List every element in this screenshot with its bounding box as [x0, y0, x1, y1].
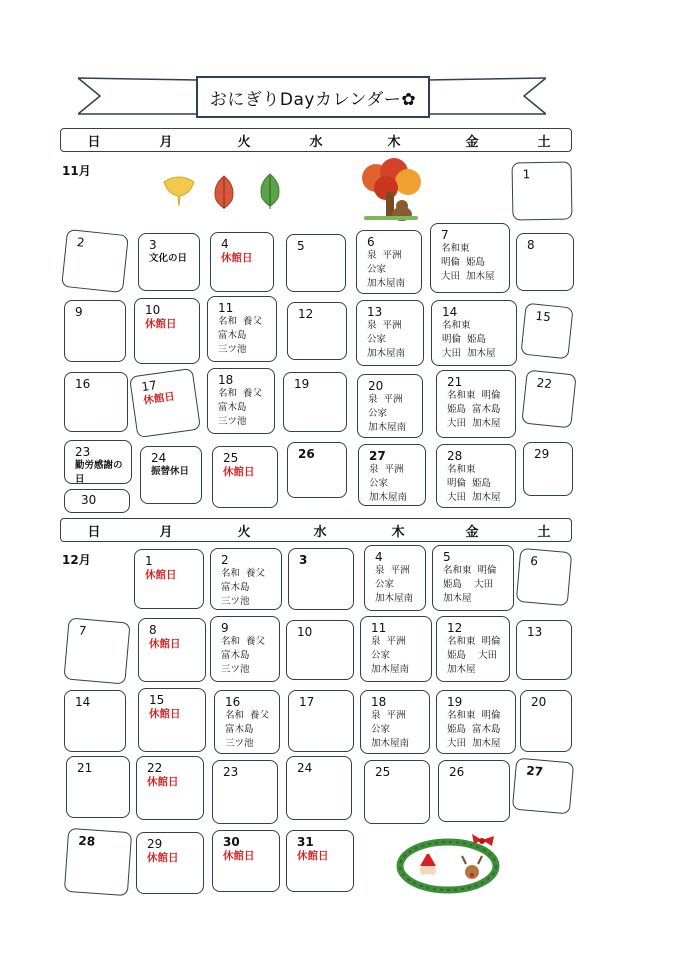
weekday-mon: 月: [159, 135, 173, 150]
day-note: 振替休日: [151, 466, 190, 477]
day-number: 18: [218, 373, 234, 387]
closed-day-label: 休館日: [145, 569, 177, 581]
nov-day-cell: [356, 230, 422, 294]
day-number: 17: [140, 378, 158, 395]
day-number: 11: [218, 301, 234, 315]
dec-day-cell: [136, 756, 204, 820]
dec-day-cell: [288, 548, 354, 610]
day-number: 29: [534, 447, 550, 461]
nov-day-cell: [64, 440, 132, 484]
weekday-sun: 日: [87, 135, 101, 150]
day-note: 名和 養父 富木島 三ツ池: [218, 316, 263, 355]
day-number: 14: [75, 695, 91, 709]
nov-day-cell: [134, 298, 200, 364]
dec-day-cell: [63, 617, 130, 684]
dec-day-cell: [138, 688, 206, 752]
nov-day-cell: [356, 300, 424, 366]
nov-day-cell: [523, 442, 573, 496]
nov-day-cell: [286, 234, 346, 292]
nov-day-cell: [283, 372, 347, 432]
nov-day-cell: [357, 374, 423, 438]
weekday-wed: 水: [313, 525, 327, 540]
day-number: 10: [145, 303, 161, 317]
dec-day-cell: [210, 616, 280, 682]
day-number: 4: [375, 550, 383, 564]
day-number: 20: [368, 379, 384, 393]
day-note: 文化の日: [149, 253, 188, 264]
green-leaf-icon: [256, 172, 284, 210]
dec-day-cell: [134, 549, 204, 609]
weekday-header-dec: [60, 518, 572, 542]
nov-day-cell: [436, 370, 516, 438]
closed-day-label: 休館日: [149, 708, 181, 720]
day-number: 8: [149, 623, 157, 637]
weekday-header-nov: [60, 128, 572, 152]
weekday-sat: 土: [537, 525, 551, 540]
weekday-tue: 火: [237, 525, 251, 540]
ginkgo-leaf-icon: [160, 176, 198, 206]
day-number: 12: [447, 621, 463, 635]
day-number: 2: [221, 553, 229, 567]
day-number: 19: [294, 377, 310, 391]
dec-day-cell: [512, 758, 574, 815]
page-title: おにぎりDayカレンダー✿: [196, 76, 430, 118]
closed-day-label: 休館日: [223, 466, 255, 478]
nov-day-cell: [207, 368, 275, 434]
day-note: 名和東 明倫 姫島 大田 加木屋: [443, 565, 497, 604]
day-number: 1: [522, 167, 531, 182]
day-number: 23: [223, 765, 239, 779]
day-note: 名和東 明倫 姫島 大田 加木屋: [447, 636, 501, 675]
dec-day-cell: [288, 690, 354, 752]
day-number: 22: [535, 375, 553, 392]
day-note: 名和東 明倫 姫島 大田 加木屋: [442, 320, 496, 359]
day-note: 名和東 明倫 姫島 富木島 大田 加木屋: [447, 710, 501, 749]
day-number: 30: [223, 835, 240, 849]
day-note: 名和 養父 富木島 三ツ池: [225, 710, 270, 749]
dec-day-cell: [64, 690, 126, 752]
day-number: 23: [75, 445, 91, 459]
day-number: 28: [77, 833, 96, 849]
day-number: 31: [297, 835, 314, 849]
day-number: 27: [525, 763, 544, 779]
day-number: 2: [76, 235, 86, 250]
day-number: 9: [75, 305, 83, 319]
nov-day-cell: [64, 489, 130, 513]
dec-day-cell: [212, 830, 280, 892]
dec-day-cell: [286, 756, 352, 820]
day-number: 25: [223, 451, 239, 465]
closed-day-label: 休館日: [142, 390, 176, 407]
day-number: 3: [149, 238, 157, 252]
nov-day-cell: [138, 233, 200, 291]
day-number: 6: [367, 235, 375, 249]
nov-day-cell: [64, 300, 126, 362]
dec-day-cell: [516, 620, 572, 680]
day-number: 28: [447, 449, 463, 463]
day-number: 16: [75, 377, 91, 391]
day-number: 24: [151, 451, 167, 465]
nov-day-cell: [64, 372, 128, 432]
dec-day-cell: [436, 616, 510, 682]
nov-day-cell: [61, 229, 129, 293]
day-note: 名和 養父 富木島 三ツ池: [221, 568, 266, 607]
closed-day-label: 休館日: [223, 850, 255, 862]
day-number: 14: [442, 305, 458, 319]
day-number: 13: [527, 625, 543, 639]
autumn-leaf-icon: [210, 174, 238, 210]
day-number: 27: [369, 449, 386, 463]
day-number: 30: [81, 493, 97, 507]
dec-day-cell: [286, 830, 354, 892]
day-note: 名和東 明倫 姫島 富木島 大田 加木屋: [447, 390, 501, 429]
day-number: 7: [441, 228, 449, 242]
dec-day-cell: [138, 618, 206, 682]
nov-day-cell: [436, 444, 516, 508]
dec-day-cell: [64, 828, 132, 896]
dec-day-cell: [212, 760, 278, 824]
day-note: 泉 平洲 公家 加木屋南: [375, 565, 414, 604]
day-note: 泉 平洲 公家 加木屋南: [367, 320, 406, 359]
dec-day-cell: [438, 760, 510, 822]
dec-day-cell: [516, 548, 573, 606]
nov-day-cell: [287, 442, 347, 498]
day-number: 10: [297, 625, 313, 639]
day-number: 19: [447, 695, 463, 709]
dec-day-cell: [520, 690, 572, 752]
day-number: 15: [534, 308, 552, 325]
nov-day-cell: [521, 370, 576, 429]
weekday-thu: 木: [387, 135, 401, 150]
nov-day-cell: [140, 446, 202, 504]
autumn-tree-icon: [356, 158, 424, 224]
day-number: 26: [449, 765, 465, 779]
day-number: 1: [145, 554, 153, 568]
day-note: 泉 平洲 公家 加木屋南: [368, 394, 407, 433]
day-number: 5: [297, 239, 305, 253]
nov-day-cell: [516, 233, 574, 291]
dec-day-cell: [360, 616, 432, 682]
day-note: 泉 平洲 公家 加木屋南: [371, 710, 410, 749]
day-number: 12: [298, 307, 314, 321]
day-note: 名和 養父 富木島 三ツ池: [221, 636, 266, 675]
nov-day-cell: [520, 303, 573, 360]
dec-day-cell: [210, 548, 282, 610]
day-number: 21: [447, 375, 463, 389]
day-note: 泉 平洲 公家 加木屋南: [367, 250, 406, 289]
day-number: 9: [221, 621, 229, 635]
closed-day-label: 休館日: [147, 776, 179, 788]
day-number: 26: [298, 447, 315, 461]
month-label-dec: 12月: [62, 553, 91, 567]
dec-day-cell: [214, 690, 280, 754]
day-number: 11: [371, 621, 387, 635]
day-note: 勤労感謝の 日: [75, 460, 123, 485]
month-label-nov: 11月: [62, 164, 91, 178]
weekday-thu: 木: [391, 525, 405, 540]
weekday-sun: 日: [87, 525, 101, 540]
day-number: 7: [78, 623, 87, 638]
day-number: 4: [221, 237, 229, 251]
day-number: 29: [147, 837, 163, 851]
dec-day-cell: [136, 832, 204, 894]
weekday-fri: 金: [465, 135, 479, 150]
day-number: 18: [371, 695, 387, 709]
closed-day-label: 休館日: [147, 852, 179, 864]
nov-day-cell: [287, 302, 347, 360]
closed-day-label: 休館日: [221, 252, 253, 264]
closed-day-label: 休館日: [145, 318, 177, 330]
nov-day-cell: [358, 444, 426, 506]
day-number: 24: [297, 761, 313, 775]
dec-day-cell: [360, 690, 430, 754]
day-number: 16: [225, 695, 241, 709]
weekday-fri: 金: [465, 525, 479, 540]
dec-day-cell: [286, 620, 354, 680]
day-number: 13: [367, 305, 383, 319]
nov-day-cell: [207, 296, 277, 362]
dec-day-cell: [436, 690, 516, 754]
nov-day-cell: [431, 300, 517, 366]
day-number: 15: [149, 693, 165, 707]
closed-day-label: 休館日: [149, 638, 181, 650]
nov-day-cell: [210, 232, 274, 292]
nov-day-cell: [511, 161, 572, 220]
day-number: 21: [77, 761, 93, 775]
day-number: 17: [299, 695, 315, 709]
day-note: 名和東 明倫 姫島 大田 加木屋: [441, 243, 495, 282]
day-number: 6: [529, 553, 539, 569]
day-note: 泉 平洲 公家 加木屋南: [371, 636, 410, 675]
day-note: 名和 養父 富木島 三ツ池: [218, 388, 263, 427]
day-note: 泉 平洲 公家 加木屋南: [369, 464, 408, 503]
nov-day-cell: [129, 368, 201, 438]
day-number: 8: [527, 238, 535, 252]
day-number: 3: [299, 553, 308, 567]
weekday-wed: 水: [309, 135, 323, 150]
christmas-wreath-icon: [396, 834, 506, 894]
nov-day-cell: [430, 223, 510, 293]
day-number: 5: [443, 550, 451, 564]
day-number: 25: [375, 765, 391, 779]
day-note: 名和東 明倫 姫島 大田 加木屋: [447, 464, 501, 503]
closed-day-label: 休館日: [297, 850, 329, 862]
weekday-sat: 土: [537, 135, 551, 150]
dec-day-cell: [432, 545, 514, 611]
dec-day-cell: [364, 545, 426, 611]
day-number: 20: [531, 695, 547, 709]
nov-day-cell: [212, 446, 278, 508]
dec-day-cell: [364, 760, 430, 824]
weekday-mon: 月: [159, 525, 173, 540]
dec-day-cell: [66, 756, 130, 818]
weekday-tue: 火: [237, 135, 251, 150]
day-number: 22: [147, 761, 163, 775]
